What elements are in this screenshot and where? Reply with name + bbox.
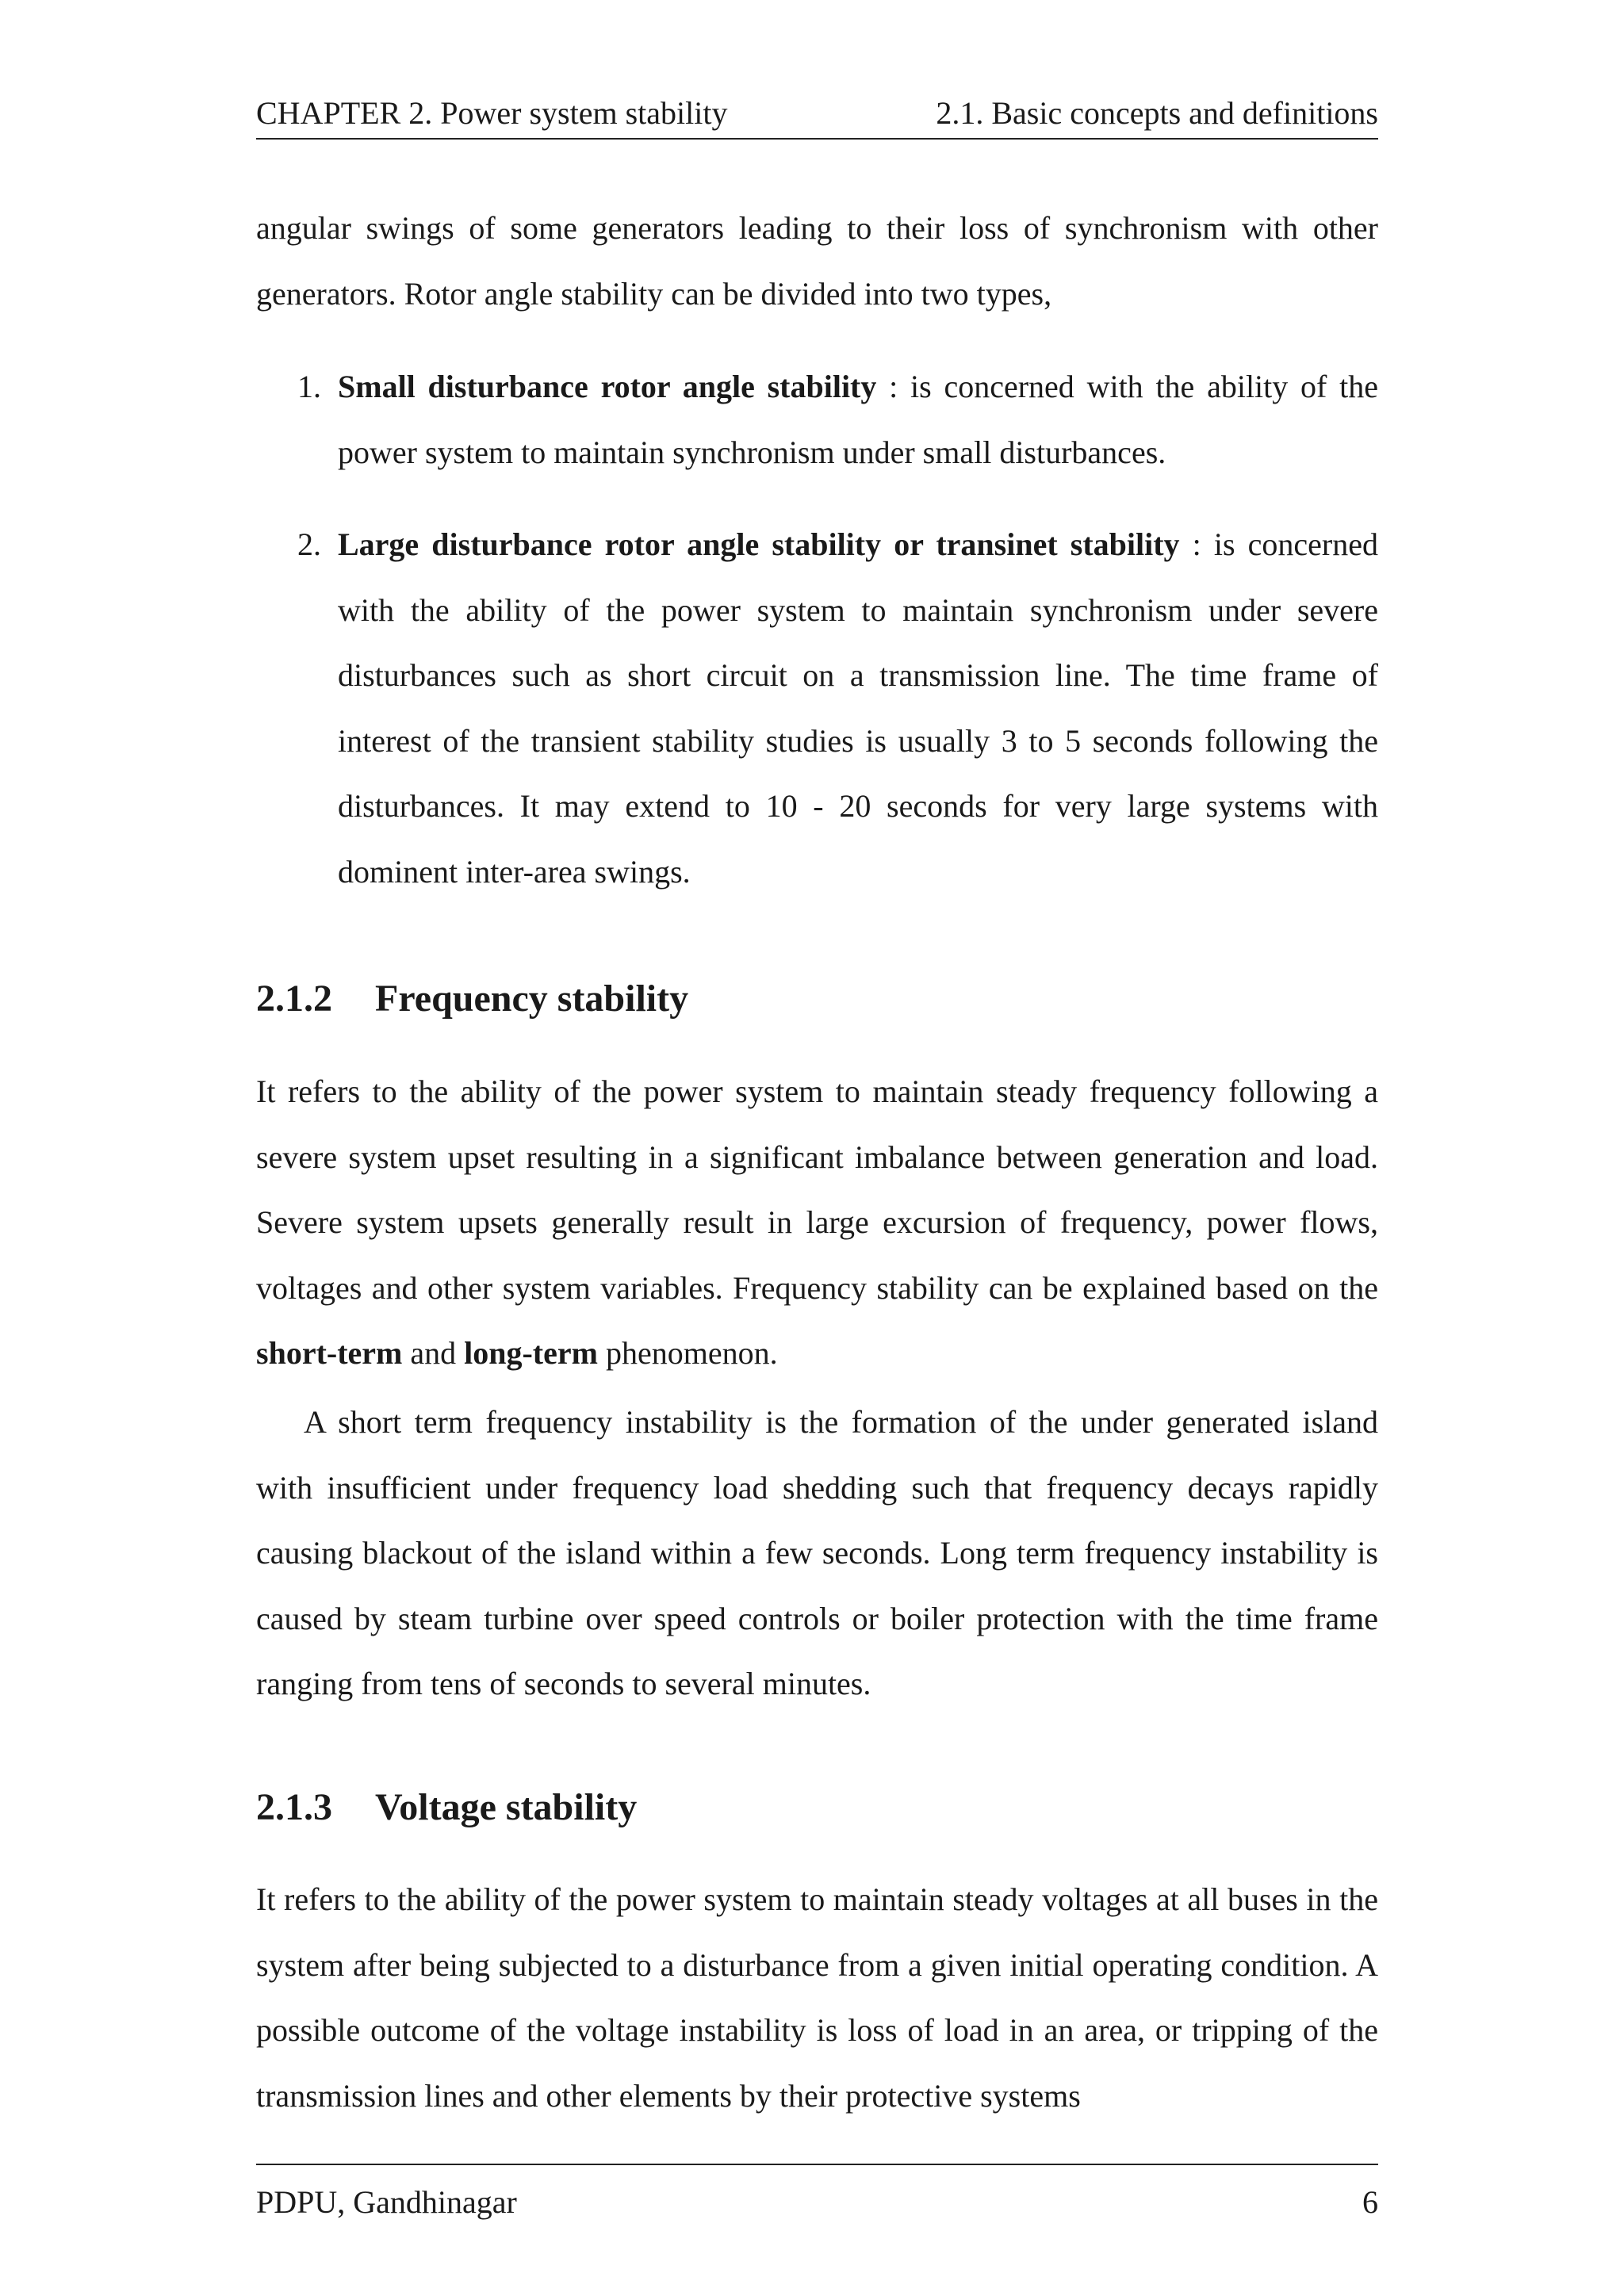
list-item-term: Small disturbance rotor angle stability <box>338 369 877 404</box>
frequency-paragraph-2: A short term frequency instability is the formation of the under generated island with insufficient under frequency load shedding such that frequency decays rapidly causing blackout of the island within a few seconds. Long term frequency instability is caused by steam turbine over speed controls or boiler protection with the time frame ranging from tens of seconds to several minutes. <box>256 1404 1378 1701</box>
list-item-number: 2. <box>297 526 321 562</box>
list-item <box>256 354 1378 485</box>
document-page <box>256 0 1378 2296</box>
frequency-paragraph-1-text: It refers to the ability of the power system to maintain steady frequency following a severe system upset resulting in a significant imbalance between generation and load. Severe system upsets generally result in large excursion of frequency, power flows, voltages and other system variables. Frequency stability can be explained based on the <box>256 1073 1378 1306</box>
voltage-paragraph-1: It refers to the ability of the power system to maintain steady voltages at all buses in the system after being subjected to a disturbance from a given initial operating condition. A possible outcome of the voltage instability is loss of load in an area, or tripping of the transmission lines and other elements by their protective systems <box>256 1881 1378 2114</box>
frequency-paragraph-1-end: phenomenon. <box>597 1335 778 1371</box>
rotor-angle-types-list-continued <box>256 512 1378 905</box>
section-title: Frequency stability <box>375 978 689 1020</box>
list-item-term: Large disturbance rotor angle stability or transinet stability <box>338 526 1180 562</box>
short-term-term: short-term <box>256 1335 403 1371</box>
header-section-title: 2.1. Basic concepts and definitions <box>936 95 1378 131</box>
list-item-content <box>338 354 1378 485</box>
list-item-number: 1. <box>297 369 321 404</box>
footer-institution: PDPU, Gandhinagar <box>256 2184 517 2220</box>
running-footer <box>256 2164 1378 2229</box>
running-header <box>256 92 1378 140</box>
section-number: 2.1.3 <box>256 1786 332 1828</box>
conjunction-text: and <box>402 1335 465 1371</box>
page-number: 6 <box>1362 2184 1378 2220</box>
list-item-content <box>338 512 1378 905</box>
frequency-paragraph-1 <box>256 1059 1378 1387</box>
intro-paragraph: angular swings of some generators leading to their loss of synchronism with other generators. Rotor angle stability can be divided into two types, <box>256 210 1378 312</box>
rotor-angle-types-list <box>256 354 1378 485</box>
section-title: Voltage stability <box>375 1786 638 1828</box>
list-item-description: : is concerned with the ability of the power system to maintain synchronism under severe disturbances such as short circuit on a transmission line. The time frame of interest of the transient stability studies is usually 3 to 5 seconds following the disturbances. It may extend to 10 - 20 seconds for very large systems with dominent inter-area swings. <box>338 526 1378 890</box>
header-chapter-title: CHAPTER 2. Power system stability <box>256 95 728 131</box>
section-heading-voltage-stability <box>256 1784 637 1831</box>
list-item-description: : is concerned with the ability of the power system to maintain synchronism under small disturbances. <box>338 369 1378 470</box>
section-number: 2.1.2 <box>256 978 332 1020</box>
long-term-term: long-term <box>464 1335 598 1371</box>
list-item <box>256 512 1378 905</box>
section-heading-frequency-stability <box>256 975 688 1023</box>
